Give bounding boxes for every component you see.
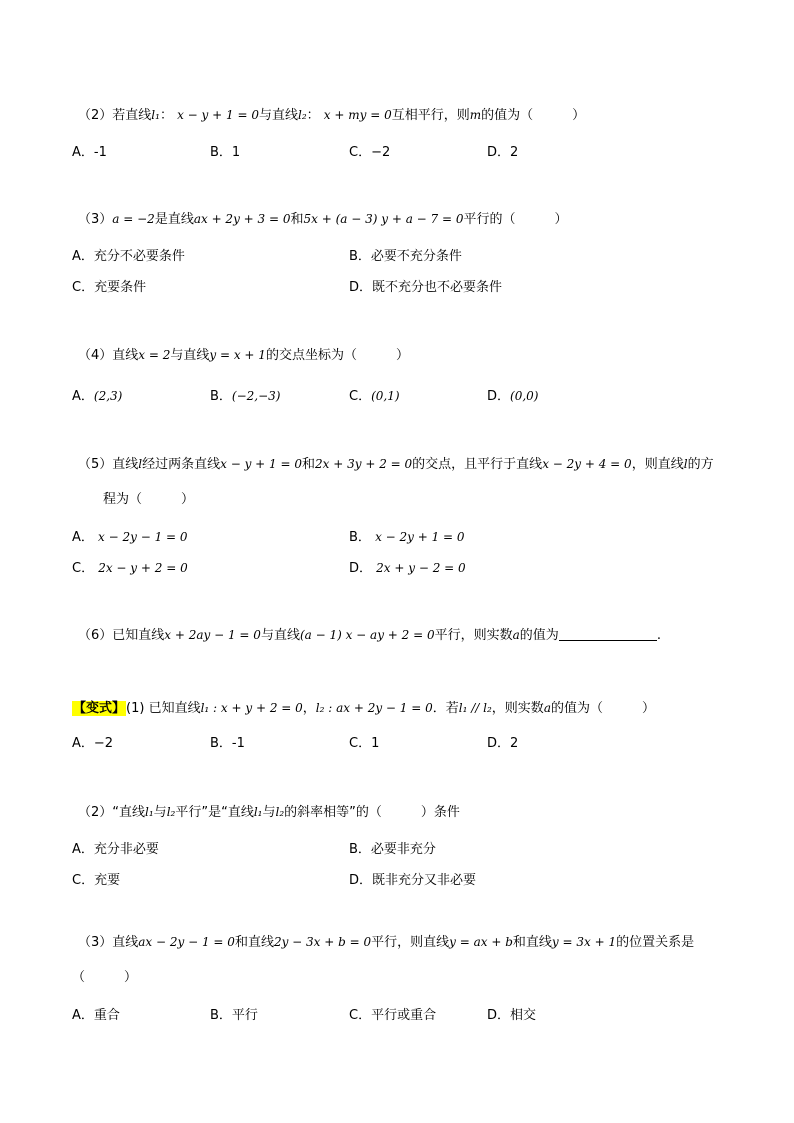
q4-option-b-label: B． [210,389,232,404]
q6-eq1: x + 2ay − 1 = 0 [164,628,261,642]
v1-eq1: l₁ : x + y + 2 = 0 [200,701,303,715]
q2-var: m [469,108,482,122]
v3-option-a: A．重合 [72,1008,120,1023]
q5-eq2: 2x + 3y + 2 = 0 [315,457,413,471]
q5-option-a-math: x − 2y − 1 = 0 [98,530,188,544]
v2-l2: l₂ [166,805,176,819]
q4-option-a-label: A． [72,389,94,404]
q5-option-a-label: A． [72,530,94,545]
q2-l1: l₁ [151,108,160,122]
variant-badge: 【变式】 [73,701,126,716]
question-2 [78,106,585,125]
q5-option-d-label: D． [349,561,373,576]
v3-eq2: 2y − 3x + b = 0 [273,935,372,949]
q5-option-a [72,528,188,547]
q5-eq3: x − 2y + 4 = 0 [542,457,632,471]
q3-option-d: D．既不充分也不必要条件 [349,280,503,295]
v2-option-c: C．充要 [72,873,121,888]
q5-option-b-math: x − 2y + 1 = 0 [375,530,465,544]
v2-option-a: A．充分非必要 [72,842,159,857]
q2-colon: ： [159,108,173,123]
variant-2 [78,803,460,822]
q5-option-c-label: C． [72,561,95,576]
v1-comma: ， [302,701,316,716]
q6-text4: 的值为 [519,628,559,643]
q2-option-a: A．-1 [72,145,107,160]
v2-option-d: D．既非充分又非必要 [349,873,477,888]
q2-text4: 的值为（ ） [481,108,586,123]
v3-text5: 的位置关系是 [616,935,695,950]
v2-l1: l₁ [145,805,154,819]
q4-text3: 的交点坐标为（ ） [265,348,409,363]
q5-option-c [72,559,188,578]
q6-text2: 与直线 [260,628,300,643]
v2-l4: l₂ [275,805,285,819]
q4-text2: 与直线 [170,348,210,363]
v2-l3: l₁ [253,805,263,819]
q3-option-c: C．充要条件 [72,280,147,295]
v1-option-b: B．-1 [210,736,245,751]
v1-option-d: D．2 [487,736,519,751]
v1-option-c: C．1 [349,736,380,751]
q2-text3: 互相平行，则 [391,108,470,123]
q2-text2: 与直线 [258,108,298,123]
v3-text2: 和直线 [234,935,274,950]
q2-option-c: C．−2 [349,145,391,160]
q6-var: a [512,628,520,642]
q5-text3: 和 [302,457,316,472]
q5-l2: l [683,457,688,471]
q3-number: （3） [78,212,113,227]
q6-eq2: (a − 1) x − ay + 2 = 0 [299,628,435,642]
q4-option-d-math: (0,0) [510,389,539,403]
q2-l2: l₂ [297,108,307,122]
v3-option-c: C．平行或重合 [349,1008,437,1023]
question-4 [78,346,409,365]
v1-eq3: l₁ // l₂ [458,701,492,715]
v1-text2: ．若 [432,701,459,716]
q3-text: 是直线 [154,212,194,227]
q4-text: （4）直线 [78,348,139,363]
v1-var: a [543,701,551,715]
question-3 [78,210,568,229]
question-6 [78,626,661,645]
v2-text4: 与 [262,805,276,820]
question-5-cont: 程为（ ） [103,492,195,507]
q5-eq1: x − y + 1 = 0 [220,457,303,471]
q6-period: . [656,628,661,643]
q3-eq2: 5x + (a − 3) y + a − 7 = 0 [303,212,464,226]
q5-option-b [349,528,465,547]
q5-option-d [349,559,466,578]
q6-text3: 平行，则实数 [434,628,513,643]
v3-eq3: y = ax + b [449,935,513,949]
v3-option-d: D．相交 [487,1008,537,1023]
q4-option-b-math: (−2,−3) [231,389,281,403]
q4-option-c-math: (0,1) [371,389,400,403]
q4-eq2: y = x + 1 [209,348,266,362]
q3-option-b: B．必要不充分条件 [349,249,462,264]
q2-option-d: D．2 [487,145,519,160]
q5-text4: 的交点，且平行于直线 [412,457,543,472]
q2-text: （2）若直线 [78,108,152,123]
v2-option-b: B．必要非充分 [349,842,436,857]
q5-option-c-math: 2x − y + 2 = 0 [98,561,188,575]
q5-l: l [138,457,143,471]
q3-option-a: A．充分不必要条件 [72,249,185,264]
q4-option-d-label: D． [487,389,511,404]
q5-text2: 经过两条直线 [142,457,221,472]
q3-eq0: a = −2 [112,212,155,226]
variant-1 [72,699,655,718]
v3-text4: 和直线 [512,935,552,950]
v1-text: (1) 已知直线 [126,701,201,716]
question-5 [78,455,714,474]
q4-option-d [487,387,538,406]
q4-option-c [349,387,400,406]
v1-text3: ，则实数 [491,701,544,716]
q3-eq1: ax + 2y + 3 = 0 [193,212,291,226]
v1-option-a: A．−2 [72,736,114,751]
q3-text3: 平行的（ ） [463,212,568,227]
v3-text: （3）直线 [78,935,139,950]
v1-text4: 的值为（ ） [550,701,655,716]
q2-eq1: x − y + 1 = 0 [177,108,259,122]
q4-option-a-math: (2,3) [93,389,123,403]
q2-option-b: B．1 [210,145,241,160]
variant-3 [78,933,694,952]
q5-text5: ，则直线 [631,457,684,472]
v3-option-b: B．平行 [210,1008,258,1023]
v3-text3: 平行，则直线 [371,935,450,950]
q4-option-a [72,387,122,406]
v2-text3: 平行”是“直线 [175,805,254,820]
q5-option-d-math: 2x + y − 2 = 0 [376,561,466,575]
q2-eq2: x + my = 0 [323,108,392,122]
v3-eq1: ax − 2y − 1 = 0 [138,935,235,949]
v2-text: （2）“直线 [78,805,146,820]
v2-text2: 与 [153,805,167,820]
q4-option-b [210,387,280,406]
q5-option-b-label: B． [349,530,371,545]
v3-eq4: y = 3x + 1 [551,935,617,949]
q6-text: （6）已知直线 [78,628,165,643]
v1-eq2: l₂ : ax + 2y − 1 = 0 [315,701,433,715]
variant-3-cont: （ ） [72,970,138,985]
q2-colon2: ： [306,108,320,123]
q4-option-c-label: C． [349,389,372,404]
q3-text2: 和 [290,212,304,227]
v2-text5: 的斜率相等”的（ ）条件 [284,805,460,820]
q5-text: （5）直线 [78,457,139,472]
q4-eq1: x = 2 [138,348,171,362]
q5-text6: 的方 [687,457,714,472]
q6-answer-blank[interactable] [559,626,657,641]
